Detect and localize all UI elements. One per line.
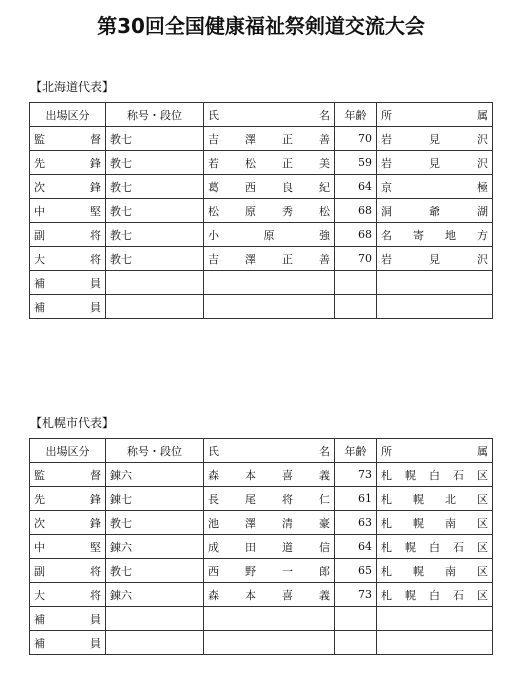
cell-position: 大将 bbox=[30, 583, 106, 607]
table-row bbox=[30, 151, 493, 175]
table-row bbox=[30, 199, 493, 223]
cell-rank: 錬六 bbox=[106, 535, 204, 559]
table-row bbox=[30, 511, 493, 535]
cell-rank: 錬七 bbox=[106, 487, 204, 511]
header-affiliation: 所 属 bbox=[377, 103, 493, 127]
table-row bbox=[30, 535, 493, 559]
cell-rank: 錬六 bbox=[106, 583, 204, 607]
table-row bbox=[30, 463, 493, 487]
table-header-row bbox=[30, 103, 493, 127]
table-row bbox=[30, 295, 493, 319]
cell-position: 先鋒 bbox=[30, 487, 106, 511]
cell-position: 大将 bbox=[30, 247, 106, 271]
roster-table-sapporo bbox=[29, 438, 493, 655]
cell-rank bbox=[106, 295, 204, 319]
cell-affiliation: 洞爺湖 bbox=[377, 199, 493, 223]
cell-name: 葛西良紀 bbox=[204, 175, 335, 199]
cell-affiliation: 札幌北区 bbox=[377, 487, 493, 511]
cell-affiliation: 京極 bbox=[377, 175, 493, 199]
header-name: 氏 名 bbox=[204, 103, 335, 127]
cell-rank: 教七 bbox=[106, 199, 204, 223]
cell-position: 補員 bbox=[30, 631, 106, 655]
table-row bbox=[30, 127, 493, 151]
section-label-hokkaido: 【北海道代表】 bbox=[30, 80, 115, 94]
cell-affiliation: 岩見沢 bbox=[377, 127, 493, 151]
cell-affiliation: 岩見沢 bbox=[377, 151, 493, 175]
cell-age: 64 bbox=[335, 535, 377, 559]
cell-affiliation: 札幌白石区 bbox=[377, 463, 493, 487]
header-age: 年齢 bbox=[335, 439, 377, 463]
cell-name: 吉澤正善 bbox=[204, 247, 335, 271]
cell-affiliation: 札幌白石区 bbox=[377, 583, 493, 607]
cell-rank: 教七 bbox=[106, 247, 204, 271]
header-age: 年齢 bbox=[335, 103, 377, 127]
cell-name: 吉澤正善 bbox=[204, 127, 335, 151]
cell-position: 先鋒 bbox=[30, 151, 106, 175]
cell-position: 監督 bbox=[30, 127, 106, 151]
cell-age bbox=[335, 295, 377, 319]
cell-name: 小原強 bbox=[204, 223, 335, 247]
cell-name bbox=[204, 295, 335, 319]
cell-age bbox=[335, 631, 377, 655]
cell-affiliation bbox=[377, 295, 493, 319]
table-row bbox=[30, 583, 493, 607]
table-header-row bbox=[30, 439, 493, 463]
cell-age: 70 bbox=[335, 127, 377, 151]
cell-age: 73 bbox=[335, 583, 377, 607]
cell-name bbox=[204, 631, 335, 655]
cell-age: 65 bbox=[335, 559, 377, 583]
cell-name: 若松正美 bbox=[204, 151, 335, 175]
cell-position: 補員 bbox=[30, 271, 106, 295]
page-title: 第30回全国健康福祉祭剣道交流大会 bbox=[97, 14, 425, 38]
cell-age: 68 bbox=[335, 199, 377, 223]
header-rank: 称号・段位 bbox=[106, 439, 204, 463]
cell-age: 61 bbox=[335, 487, 377, 511]
cell-affiliation bbox=[377, 631, 493, 655]
cell-age bbox=[335, 271, 377, 295]
cell-position: 監督 bbox=[30, 463, 106, 487]
table-row bbox=[30, 487, 493, 511]
cell-name: 長尾将仁 bbox=[204, 487, 335, 511]
table-row bbox=[30, 175, 493, 199]
cell-position: 次鋒 bbox=[30, 175, 106, 199]
cell-name: 森本喜義 bbox=[204, 463, 335, 487]
cell-age: 73 bbox=[335, 463, 377, 487]
cell-position: 補員 bbox=[30, 295, 106, 319]
header-position: 出場区分 bbox=[30, 439, 106, 463]
table-row bbox=[30, 559, 493, 583]
table-row bbox=[30, 607, 493, 631]
table-row bbox=[30, 223, 493, 247]
cell-rank: 教七 bbox=[106, 511, 204, 535]
cell-age: 70 bbox=[335, 247, 377, 271]
cell-name: 成田道信 bbox=[204, 535, 335, 559]
cell-name bbox=[204, 271, 335, 295]
header-position: 出場区分 bbox=[30, 103, 106, 127]
cell-rank: 教七 bbox=[106, 223, 204, 247]
cell-position: 補員 bbox=[30, 607, 106, 631]
cell-rank: 教七 bbox=[106, 559, 204, 583]
cell-name: 西野一郎 bbox=[204, 559, 335, 583]
cell-age bbox=[335, 607, 377, 631]
table-row bbox=[30, 271, 493, 295]
cell-affiliation bbox=[377, 607, 493, 631]
header-name: 氏 名 bbox=[204, 439, 335, 463]
cell-position: 副将 bbox=[30, 559, 106, 583]
cell-rank: 錬六 bbox=[106, 463, 204, 487]
cell-affiliation: 札幌南区 bbox=[377, 511, 493, 535]
cell-position: 中堅 bbox=[30, 535, 106, 559]
cell-affiliation bbox=[377, 271, 493, 295]
cell-rank bbox=[106, 631, 204, 655]
section-label-sapporo: 【札幌市代表】 bbox=[30, 416, 115, 430]
table-row bbox=[30, 247, 493, 271]
cell-rank bbox=[106, 271, 204, 295]
cell-rank: 教七 bbox=[106, 151, 204, 175]
cell-name: 松原秀松 bbox=[204, 199, 335, 223]
cell-rank: 教七 bbox=[106, 175, 204, 199]
cell-affiliation: 名寄地方 bbox=[377, 223, 493, 247]
cell-age: 64 bbox=[335, 175, 377, 199]
cell-age: 68 bbox=[335, 223, 377, 247]
header-rank: 称号・段位 bbox=[106, 103, 204, 127]
cell-position: 中堅 bbox=[30, 199, 106, 223]
cell-affiliation: 岩見沢 bbox=[377, 247, 493, 271]
cell-age: 59 bbox=[335, 151, 377, 175]
cell-name: 森本喜義 bbox=[204, 583, 335, 607]
cell-affiliation: 札幌南区 bbox=[377, 559, 493, 583]
cell-age: 63 bbox=[335, 511, 377, 535]
roster-table-hokkaido bbox=[29, 102, 493, 319]
table-row bbox=[30, 631, 493, 655]
cell-name bbox=[204, 607, 335, 631]
cell-name: 池澤清豪 bbox=[204, 511, 335, 535]
cell-position: 次鋒 bbox=[30, 511, 106, 535]
cell-affiliation: 札幌白石区 bbox=[377, 535, 493, 559]
cell-rank bbox=[106, 607, 204, 631]
cell-position: 副将 bbox=[30, 223, 106, 247]
cell-rank: 教七 bbox=[106, 127, 204, 151]
header-affiliation: 所 属 bbox=[377, 439, 493, 463]
